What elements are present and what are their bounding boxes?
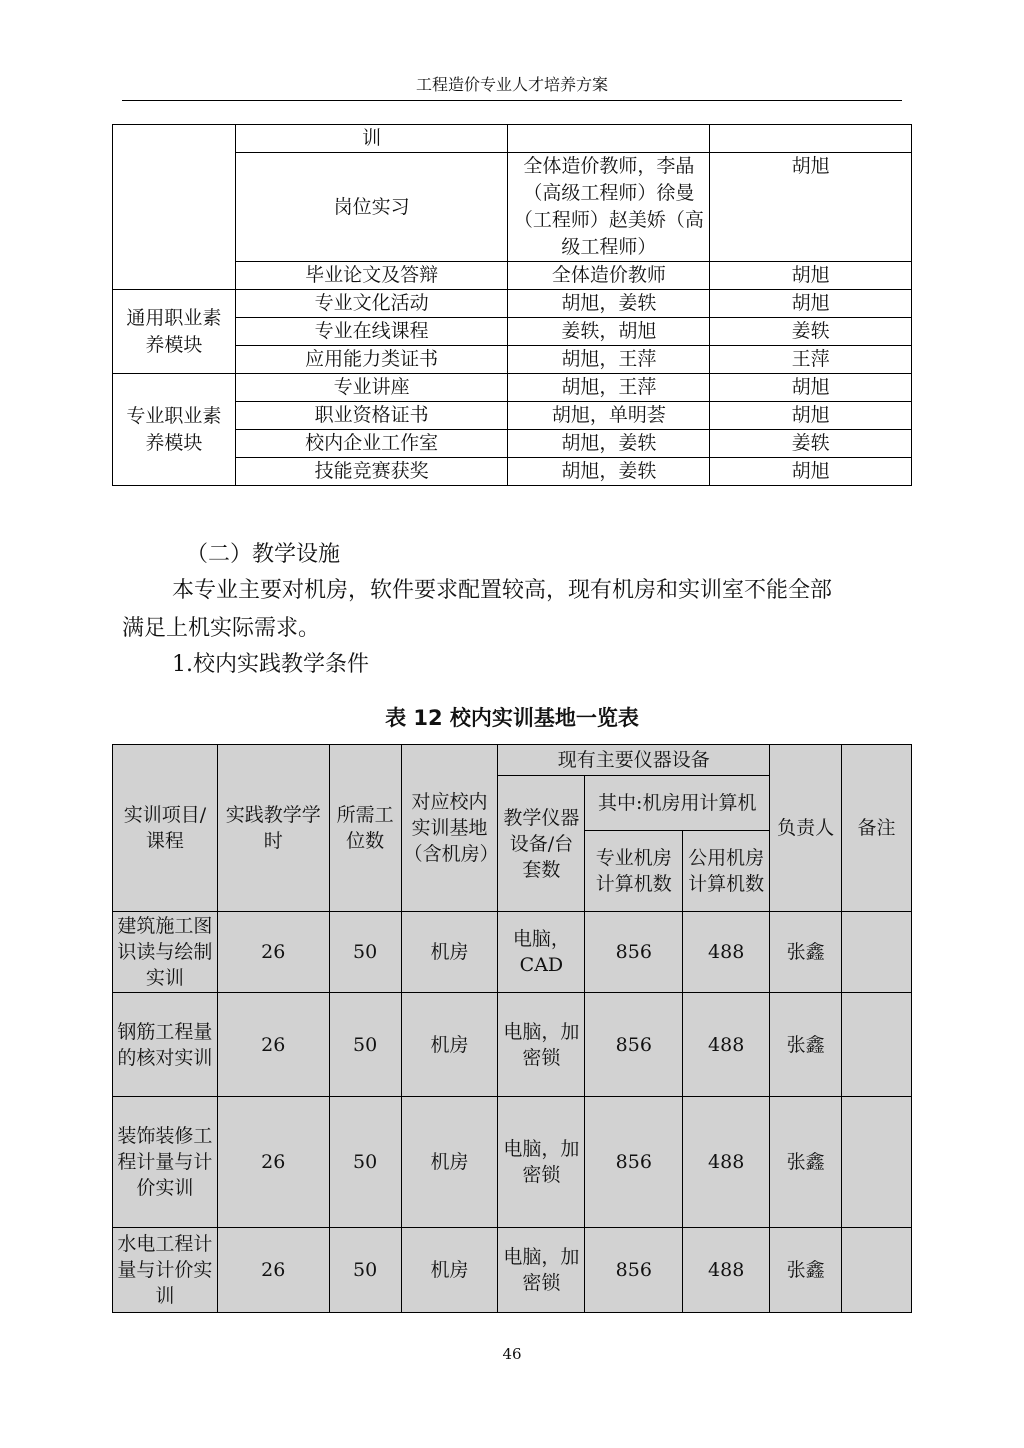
project-cell: 钢筋工程量的核对实训 — [113, 993, 218, 1097]
header-base: 对应校内实训基地（含机房） — [401, 745, 498, 912]
item-cell: 专业文化活动 — [235, 290, 508, 318]
training-base-table — [112, 744, 912, 1313]
header-row — [113, 745, 912, 776]
teachers-cell: 胡旭，王萍 — [508, 346, 710, 374]
table-row — [113, 993, 912, 1097]
owner-cell: 张鑫 — [770, 912, 842, 993]
owner-cell: 张鑫 — [770, 993, 842, 1097]
project-cell: 水电工程计量与计价实训 — [113, 1228, 218, 1313]
owner-cell: 胡旭 — [710, 153, 912, 262]
pro-computers-cell: 856 — [585, 912, 683, 993]
base-cell: 机房 — [401, 993, 498, 1097]
header-pub-computers: 公用机房计算机数 — [683, 831, 770, 912]
stations-cell: 50 — [329, 912, 401, 993]
paragraph-line: 满足上机实际需求。 — [122, 616, 321, 641]
teachers-cell: 胡旭，单明荟 — [508, 402, 710, 430]
header-stations: 所需工位数 — [329, 745, 401, 912]
stations-cell: 50 — [329, 993, 401, 1097]
header-hours: 实践教学学时 — [217, 745, 329, 912]
item-cell: 训 — [235, 125, 508, 153]
item-cell: 应用能力类证书 — [235, 346, 508, 374]
paragraph-line: 本专业主要对机房，软件要求配置较高，现有机房和实训室不能全部 — [172, 578, 833, 603]
table-row — [113, 1228, 912, 1313]
group-cell: 专业职业素养模块 — [113, 374, 236, 486]
devices-cell: 电脑，CAD — [498, 912, 585, 993]
project-cell: 装饰装修工程计量与计价实训 — [113, 1097, 218, 1228]
header-note: 备注 — [842, 745, 912, 912]
note-cell — [842, 1228, 912, 1313]
owner-cell: 胡旭 — [710, 458, 912, 486]
stations-cell: 50 — [329, 1097, 401, 1228]
owner-cell: 胡旭 — [710, 262, 912, 290]
owner-cell: 姜轶 — [710, 318, 912, 346]
group-cell-continued — [113, 125, 236, 290]
devices-cell: 电脑，加密锁 — [498, 993, 585, 1097]
teachers-cell: 胡旭，姜轶 — [508, 458, 710, 486]
staff-assignment-table — [112, 124, 912, 486]
header-project: 实训项目/课程 — [113, 745, 218, 912]
owner-cell: 胡旭 — [710, 374, 912, 402]
note-cell — [842, 912, 912, 993]
base-cell: 机房 — [401, 912, 498, 993]
note-cell — [842, 993, 912, 1097]
header-owner: 负责人 — [770, 745, 842, 912]
base-cell: 机房 — [401, 1097, 498, 1228]
project-cell: 建筑施工图识读与绘制实训 — [113, 912, 218, 993]
pro-computers-cell: 856 — [585, 1097, 683, 1228]
teachers-cell — [508, 125, 710, 153]
owner-cell: 胡旭 — [710, 290, 912, 318]
owner-cell: 胡旭 — [710, 402, 912, 430]
hours-cell: 26 — [217, 1097, 329, 1228]
table-row — [113, 374, 912, 402]
header-pro-computers: 专业机房计算机数 — [585, 831, 683, 912]
owner-cell — [710, 125, 912, 153]
teachers-cell: 胡旭，王萍 — [508, 374, 710, 402]
header-computers-group: 其中:机房用计算机 — [585, 776, 770, 831]
note-cell — [842, 1097, 912, 1228]
table-row — [113, 290, 912, 318]
table-row — [113, 912, 912, 993]
owner-cell: 王萍 — [710, 346, 912, 374]
item-cell: 专业在线课程 — [235, 318, 508, 346]
table-row — [113, 125, 912, 153]
pro-computers-cell: 856 — [585, 1228, 683, 1313]
devices-cell: 电脑，加密锁 — [498, 1097, 585, 1228]
page-header: 工程造价专业人才培养方案 — [122, 74, 902, 101]
header-equipment-group: 现有主要仪器设备 — [498, 745, 770, 776]
hours-cell: 26 — [217, 993, 329, 1097]
table-row — [113, 1097, 912, 1228]
owner-cell: 张鑫 — [770, 1228, 842, 1313]
devices-cell: 电脑，加密锁 — [498, 1228, 585, 1313]
header-devices: 教学仪器设备/台套数 — [498, 776, 585, 912]
table-caption: 表 12 校内实训基地一览表 — [385, 706, 639, 730]
teachers-cell: 姜轶，胡旭 — [508, 318, 710, 346]
item-cell: 职业资格证书 — [235, 402, 508, 430]
base-cell: 机房 — [401, 1228, 498, 1313]
item-cell: 校内企业工作室 — [235, 430, 508, 458]
section-heading: （二）教学设施 — [186, 542, 341, 567]
item-cell: 专业讲座 — [235, 374, 508, 402]
section-paragraph — [122, 572, 902, 648]
stations-cell: 50 — [329, 1228, 401, 1313]
hours-cell: 26 — [217, 912, 329, 993]
pub-computers-cell: 488 — [683, 1097, 770, 1228]
owner-cell: 张鑫 — [770, 1097, 842, 1228]
subsection-heading: 1.校内实践教学条件 — [172, 652, 369, 677]
pub-computers-cell: 488 — [683, 993, 770, 1097]
teachers-cell: 全体造价教师 — [508, 262, 710, 290]
item-cell: 技能竞赛获奖 — [235, 458, 508, 486]
pub-computers-cell: 488 — [683, 1228, 770, 1313]
group-cell: 通用职业素养模块 — [113, 290, 236, 374]
teachers-cell: 胡旭，姜轶 — [508, 430, 710, 458]
item-cell: 岗位实习 — [235, 153, 508, 262]
hours-cell: 26 — [217, 1228, 329, 1313]
owner-cell: 姜轶 — [710, 430, 912, 458]
pro-computers-cell: 856 — [585, 993, 683, 1097]
item-cell: 毕业论文及答辩 — [235, 262, 508, 290]
teachers-cell: 胡旭，姜轶 — [508, 290, 710, 318]
page-number: 46 — [502, 1345, 522, 1363]
teachers-cell: 全体造价教师，李晶（高级工程师）徐曼（工程师）赵美娇（高级工程师） — [508, 153, 710, 262]
pub-computers-cell: 488 — [683, 912, 770, 993]
